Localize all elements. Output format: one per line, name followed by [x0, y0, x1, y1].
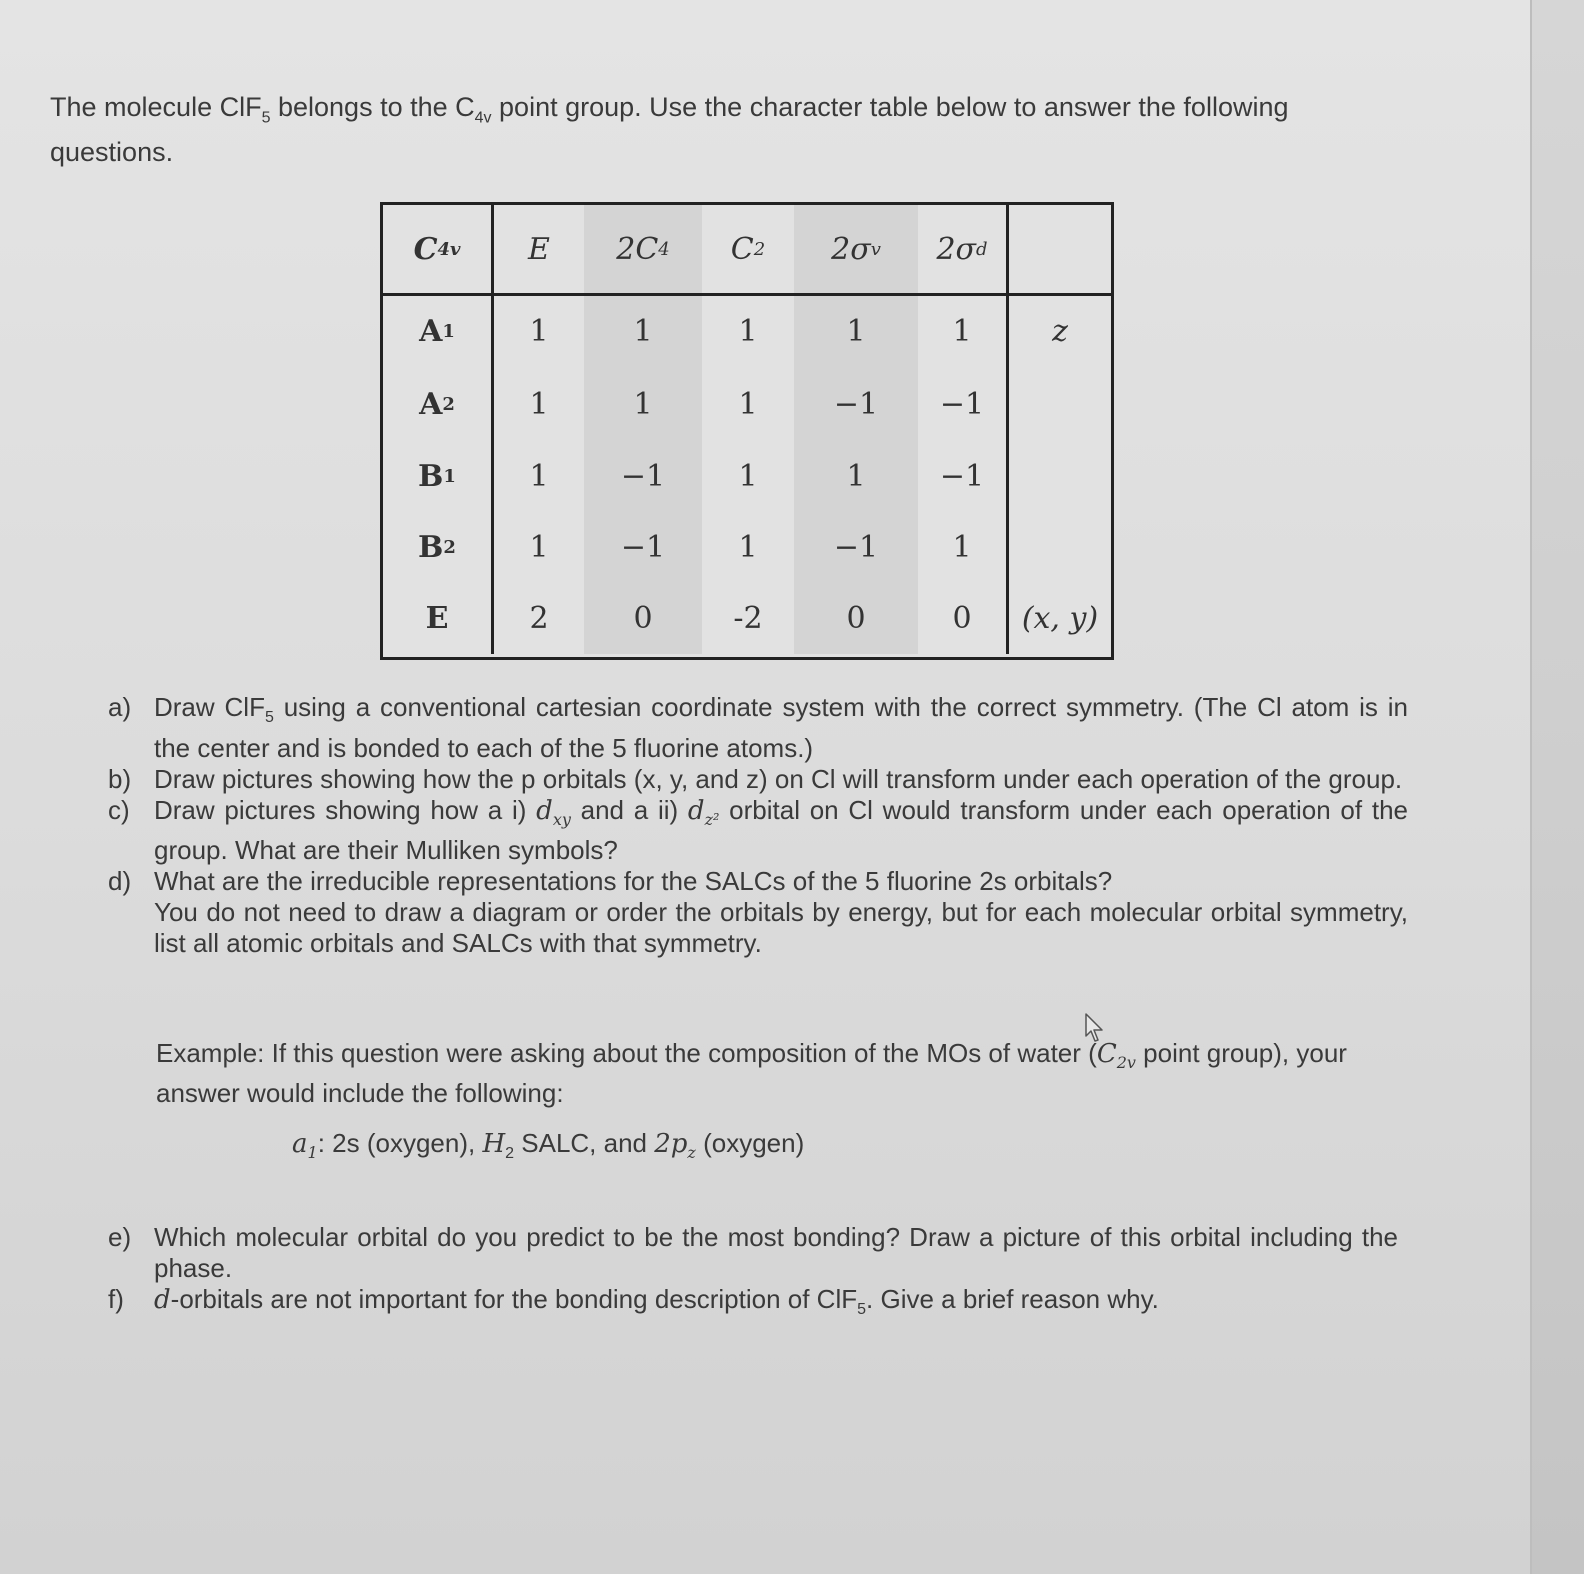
- basis-header: [1006, 205, 1111, 293]
- op-C2: C 2: [730, 231, 766, 267]
- character-cell: 1: [952, 530, 972, 565]
- questions-e-f: [108, 1222, 1398, 1325]
- character-cell: 1: [529, 314, 549, 349]
- character-cell: −1: [939, 386, 985, 422]
- character-cell: 2: [529, 601, 549, 636]
- op-2sigma-d: 2σ d: [936, 231, 988, 267]
- example-paragraph: Example: If this question were asking about the composition of the MOs of water ($C_{2v}$ point group), your answer would include the following:: [156, 1038, 1347, 1109]
- character-cell: 1: [952, 314, 972, 349]
- example-answer: $a_1$: 2s (oxygen), $H_2$ SALC, and $2p_z$ (oxygen): [292, 1128, 805, 1163]
- character-cell: 1: [584, 296, 702, 367]
- character-cell: 1: [738, 386, 758, 422]
- questions-a-to-d: [108, 692, 1408, 959]
- character-cell: 1: [738, 314, 758, 349]
- op-2C4: 2C 4: [584, 205, 702, 293]
- character-table-header: [383, 205, 1111, 296]
- character-cell: −1: [794, 367, 918, 441]
- character-cell: −1: [584, 441, 702, 512]
- irrep-label: B 2: [383, 512, 494, 583]
- basis-cell: z: [1006, 296, 1111, 367]
- character-cell: -2: [733, 601, 763, 636]
- question-d: d) What are the irreducible representations for the SALCs of the 5 fluorine 2s orbitals? You do not need to draw a diagram or order the orbitals by energy, but for each molecular orbital symmetry, list all atomic orbitals and SALCs with that symmetry.: [108, 866, 1408, 959]
- table-row: [383, 583, 1111, 654]
- intro-paragraph: The molecule ClF$_5$ belongs to the $C_{4v}$ point group. Use the character table below to answer the following questions.: [50, 92, 1289, 168]
- irrep-label: A 1: [383, 296, 494, 367]
- question-b: b) Draw pictures showing how the p orbitals (x, y, and z) on Cl will transform under each operation of the group.: [108, 764, 1403, 795]
- character-cell: 1: [529, 386, 549, 422]
- irrep-label: B 1: [383, 441, 494, 512]
- basis-cell: [1006, 367, 1111, 441]
- table-row: [383, 367, 1111, 441]
- character-cell: 1: [794, 296, 918, 367]
- character-cell: −1: [939, 459, 985, 494]
- character-cell: 0: [584, 583, 702, 654]
- character-cell: −1: [584, 512, 702, 583]
- character-cell: 1: [529, 530, 549, 565]
- character-table: [380, 202, 1114, 660]
- question-c: c) Draw pictures showing how a i) $d_{xy}$ and a ii) $d_{z^2}$ orbital on Cl would transform under each operation of the group. What are their Mulliken symbols?: [108, 795, 1408, 866]
- character-cell: 1: [584, 367, 702, 441]
- character-cell: 1: [738, 530, 758, 565]
- table-row: [383, 441, 1111, 512]
- point-group-label: C 4v: [383, 205, 494, 293]
- question-a: a) Draw ClF$_5$ using a conventional cartesian coordinate system with the correct symmetry. (The Cl atom is in the center and is bonded to each of the 5 fluorine atoms.): [108, 692, 1408, 764]
- basis-cell: (x, y): [1006, 583, 1111, 654]
- character-cell: −1: [794, 512, 918, 583]
- basis-cell: [1006, 441, 1111, 512]
- question-e: e) Which molecular orbital do you predict to be the most bonding? Draw a picture of this orbital including the phase.: [108, 1222, 1398, 1283]
- mouse-pointer-icon: [1084, 1012, 1106, 1044]
- irrep-label: E: [383, 583, 494, 654]
- op-E: E: [528, 231, 550, 267]
- character-cell: 1: [738, 459, 758, 494]
- basis-cell: [1006, 512, 1111, 583]
- op-2sigma-v: 2σ v: [794, 205, 918, 293]
- table-row: [383, 512, 1111, 583]
- table-row: [383, 296, 1111, 367]
- character-cell: 1: [529, 459, 549, 494]
- character-cell: 1: [794, 441, 918, 512]
- character-cell: 0: [794, 583, 918, 654]
- irrep-label: A 2: [383, 367, 494, 441]
- character-cell: 0: [952, 601, 972, 636]
- question-f: f) d-orbitals are not important for the bonding description of ClF$_5$. Give a brief reason why.: [108, 1284, 1159, 1319]
